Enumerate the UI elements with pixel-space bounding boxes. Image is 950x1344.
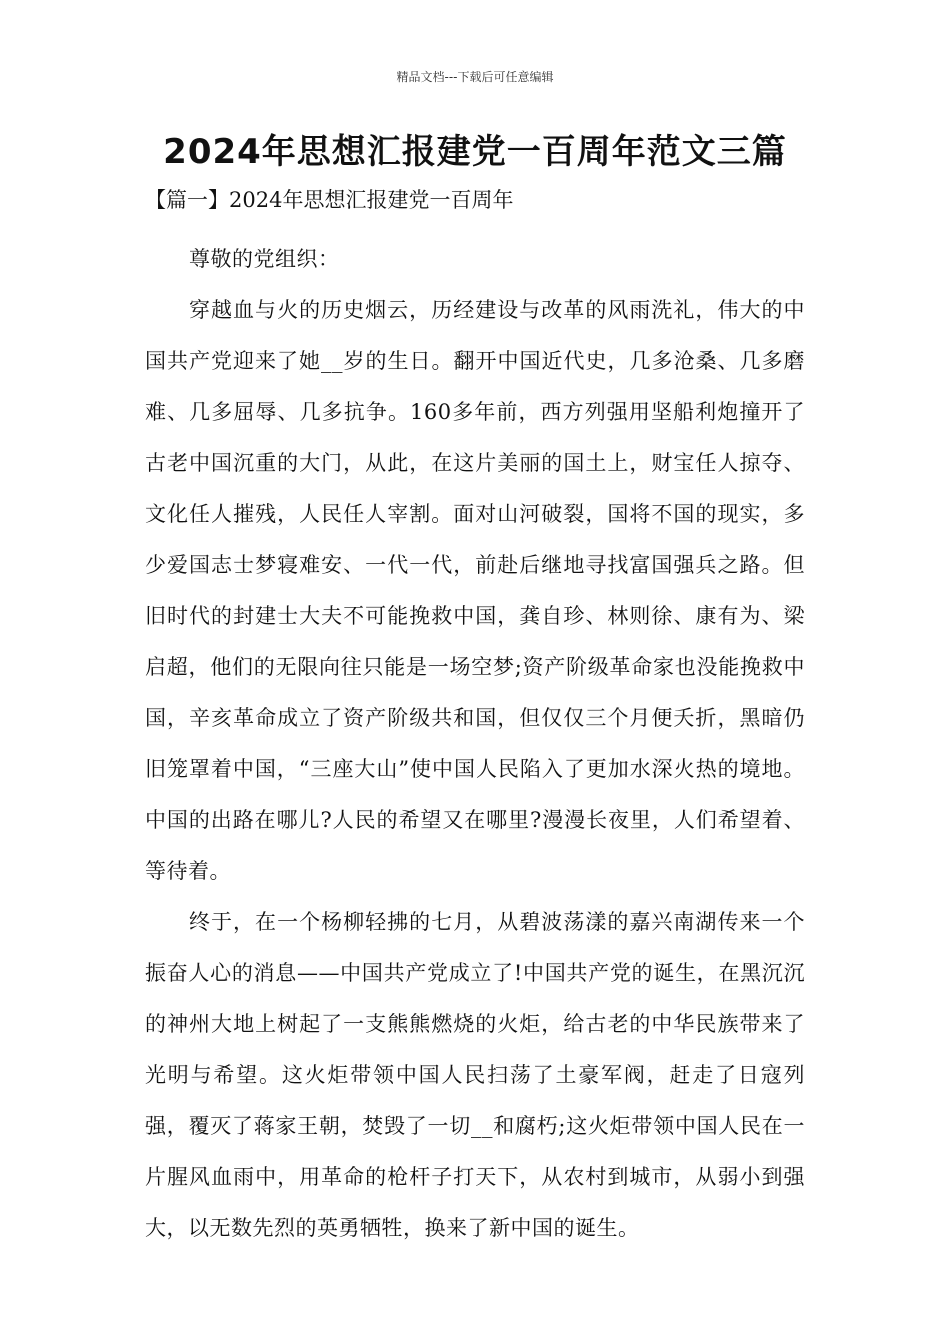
body-paragraph: 穿越血与火的历史烟云，历经建设与改革的风雨洗礼，伟大的中国共产党迎来了她__岁的生日。翻开中国近代史，几多沧桑、几多磨难、几多屈辱、几多抗争。160多年前，西方列强用坚船利炮撞开了古老中国沉重的大门，从此，在这片美丽的国土上，财宝任人掠夺、文化任人摧残，人民任人宰割。面对山河破裂，国将不国的现实，多少爱国志士梦寝难安、一代一代，前赴后继地寻找富国强兵之路。但旧时代的封建士大夫不可能挽救中国，龚自珍、林则徐、康有为、梁启超，他们的无限向往只能是一场空梦;资产阶级革命家也没能挽救中国，辛亥革命成立了资产阶级共和国，但仅仅三个月便夭折，黑暗仍旧笼罩着中国，“三座大山”使中国人民陷入了更加水深火热的境地。中国的出路在哪儿?人民的希望又在哪里?漫漫长夜里，人们希望着、等待着。	[145, 298, 805, 883]
header-note: 精品文档---下载后可任意编辑	[396, 70, 554, 84]
document-title: 2024年思想汇报建党一百周年范文三篇	[163, 132, 787, 172]
section-heading: 【篇一】2024年思想汇报建党一百周年	[145, 188, 514, 212]
body-paragraph: 终于，在一个杨柳轻拂的七月，从碧波荡漾的嘉兴南湖传来一个振奋人心的消息——中国共产党成立了!中国共产党的诞生，在黑沉沉的神州大地上树起了一支熊熊燃烧的火炬，给古老的中华民族带来了光明与希望。这火炬带领中国人民扫荡了土豪军阀，赶走了日寇列强，覆灭了蒋家王朝，焚毁了一切__和腐朽;这火炬带领中国人民在一片腥风血雨中，用革命的枪杆子打天下，从农村到城市，从弱小到强大，以无数先烈的英勇牺牲，换来了新中国的诞生。	[145, 910, 805, 1240]
salutation-paragraph: 尊敬的党组织：	[189, 247, 340, 271]
body-text	[145, 234, 805, 1254]
